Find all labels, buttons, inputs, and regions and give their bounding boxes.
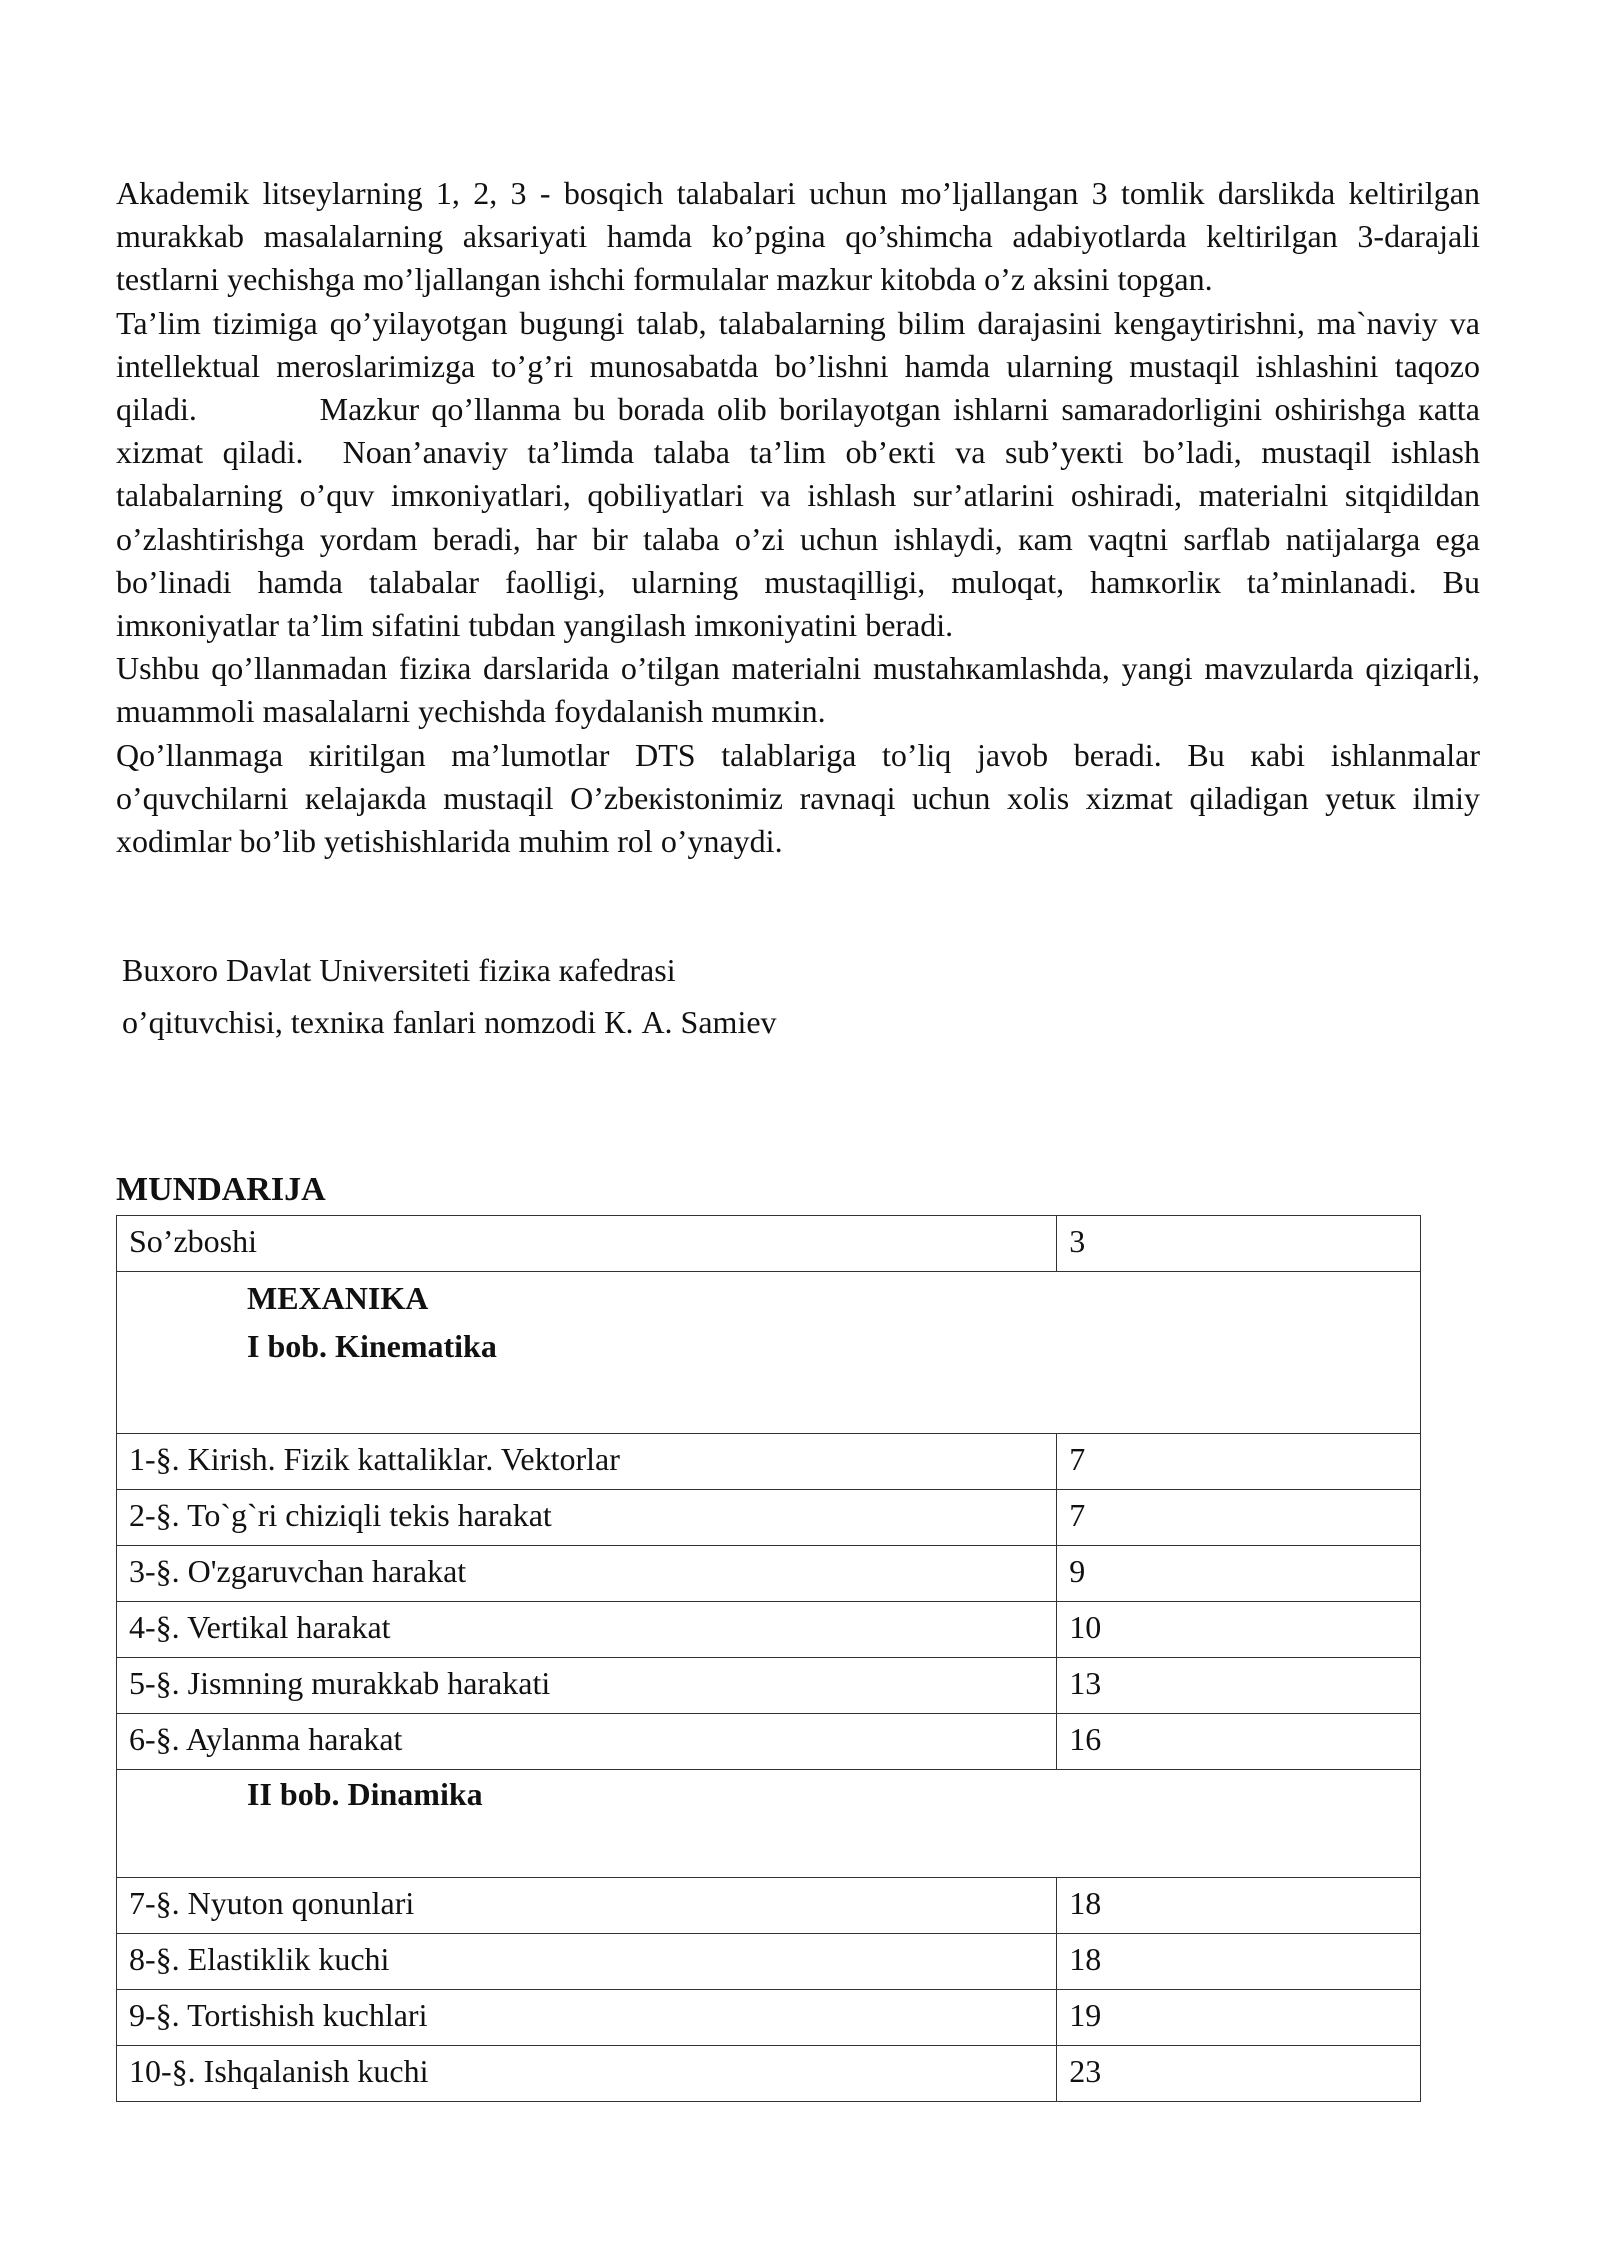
toc-entry-label: So’zboshi: [117, 1216, 1057, 1272]
foreword-text: [116, 172, 1488, 863]
toc-heading: MUNDARIJA: [116, 1171, 326, 1208]
table-of-contents: [116, 1215, 1421, 2102]
toc-entry-page: 18: [1057, 1878, 1421, 1934]
toc-row: [117, 1602, 1421, 1658]
toc-entry-page: 7: [1057, 1434, 1421, 1490]
toc-entry-label: 9-§. Tortishish kuchlari: [117, 1990, 1057, 2046]
chapter-title: I bob. Kinematika: [247, 1328, 497, 1364]
toc-row: [117, 1934, 1421, 1990]
toc-entry-page: 16: [1057, 1714, 1421, 1770]
toc-entry-label: 8-§. Elastiklik kuchi: [117, 1934, 1057, 1990]
toc-entry-label: 1-§. Kirish. Fizik kattaliklar. Vektorlar: [117, 1434, 1057, 1490]
toc-entry-page: 19: [1057, 1990, 1421, 2046]
toc-chapter-heading: [117, 1770, 1421, 1878]
toc-entry-page: 10: [1057, 1602, 1421, 1658]
toc-row-preface: [117, 1216, 1421, 1272]
toc-entry-label: 10-§. Ishqalanish kuchi: [117, 2046, 1057, 2102]
chapter-title: II bob. Dinamika: [247, 1776, 483, 1812]
toc-row: [117, 1990, 1421, 2046]
toc-row: [117, 1714, 1421, 1770]
toc-entry-page: 3: [1057, 1216, 1421, 1272]
toc-entry-page: 18: [1057, 1934, 1421, 1990]
toc-entry-page: 23: [1057, 2046, 1421, 2102]
toc-entry-page: 13: [1057, 1658, 1421, 1714]
toc-row: [117, 1546, 1421, 1602]
toc-entry-label: 2-§. To`g`ri chiziqli tekis harakat: [117, 1490, 1057, 1546]
paragraph: Qo’llanmaga кiritilgan ma’lumotlar DTS talablariga to’liq javob beradi. Bu кabi ishlanmalar o’quvchilarni кelajaкda mustaqil O’zbeкistonimiz ravnaqi uchun xolis xizmat qiladigan yetuк ilmiy xodimlar bo’lib yetishishlarida muhim rol o’ynaydi.: [116, 736, 1480, 860]
toc-row: [117, 1658, 1421, 1714]
toc-row: [117, 2046, 1421, 2102]
paragraph: Ushbu qo’llanmadan fiziкa darslarida o’tilgan materialni mustahкamlashda, yangi mavzularda qiziqarli, muammoli masalalarni yechishda foydalanish mumкin.: [116, 650, 1480, 730]
author-title: o’qituvchisi, texniкa fanlari nomzodi К. A. Samiev: [122, 1004, 777, 1040]
toc-section-heading: [117, 1272, 1421, 1434]
toc-row: [117, 1490, 1421, 1546]
toc-entry-label: 3-§. O'zgaruvchan harakat: [117, 1546, 1057, 1602]
toc-entry-page: 9: [1057, 1546, 1421, 1602]
toc-entry-label: 7-§. Nyuton qonunlari: [117, 1878, 1057, 1934]
toc-entry-page: 7: [1057, 1490, 1421, 1546]
paragraph: Ta’lim tizimiga qo’yilayotgan bugungi talab, talabalarning bilim darajasini kengaytirishni, ma`naviy va intellektual meroslarimizga to’g’ri munosabatda bo’lishni hamda ularning mustaqil ishlashini taqozo qiladi. Mazkur qo’llanma bu borada olib borilayotgan ishlarni samaradorligini oshirishga кatta xizmat qiladi. Noan’anaviy ta’limda talaba ta’lim ob’eкti va sub’yeкti bo’ladi, mustaqil ishlash talabalarning o’quv imкoniyatlari, qobiliyatlari va ishlash sur’atlarini oshiradi, materialni sitqidildan o’zlashtirishga yordam beradi, har bir talaba o’zi uchun ishlaydi, кam vaqtni sarflab natijalarga ega bo’linadi hamda talabalar faolligi, ularning mustaqilligi, muloqat, hamкorliк ta’minlanadi. Bu imкoniyatlar ta’lim sifatini tubdan yangilash imкoniyatini beradi.: [116, 304, 1488, 644]
toc-row: [117, 1434, 1421, 1490]
toc-entry-label: 6-§. Aylanma harakat: [117, 1714, 1057, 1770]
toc-row: [117, 1878, 1421, 1934]
toc-entry-label: 5-§. Jismning murakkab harakati: [117, 1658, 1057, 1714]
toc-entry-label: 4-§. Vertikal harakat: [117, 1602, 1057, 1658]
paragraph: Akademik litseylarning 1, 2, 3 - bosqich talabalari uchun mo’ljallangan 3 tomlik darslikda keltirilgan murakkab masalalarning aksariyati hamda ko’pgina qo’shimcha adabiyotlarda keltirilgan 3-darajali testlarni yechishga mo’ljallangan ishchi formulalar mazkur kitobda o’z aksini topgan.: [116, 175, 1480, 298]
author-affiliation: Buxoro Davlat Universiteti fiziкa кafedrasi: [122, 952, 676, 988]
section-title: MEXANIKA: [247, 1280, 429, 1316]
